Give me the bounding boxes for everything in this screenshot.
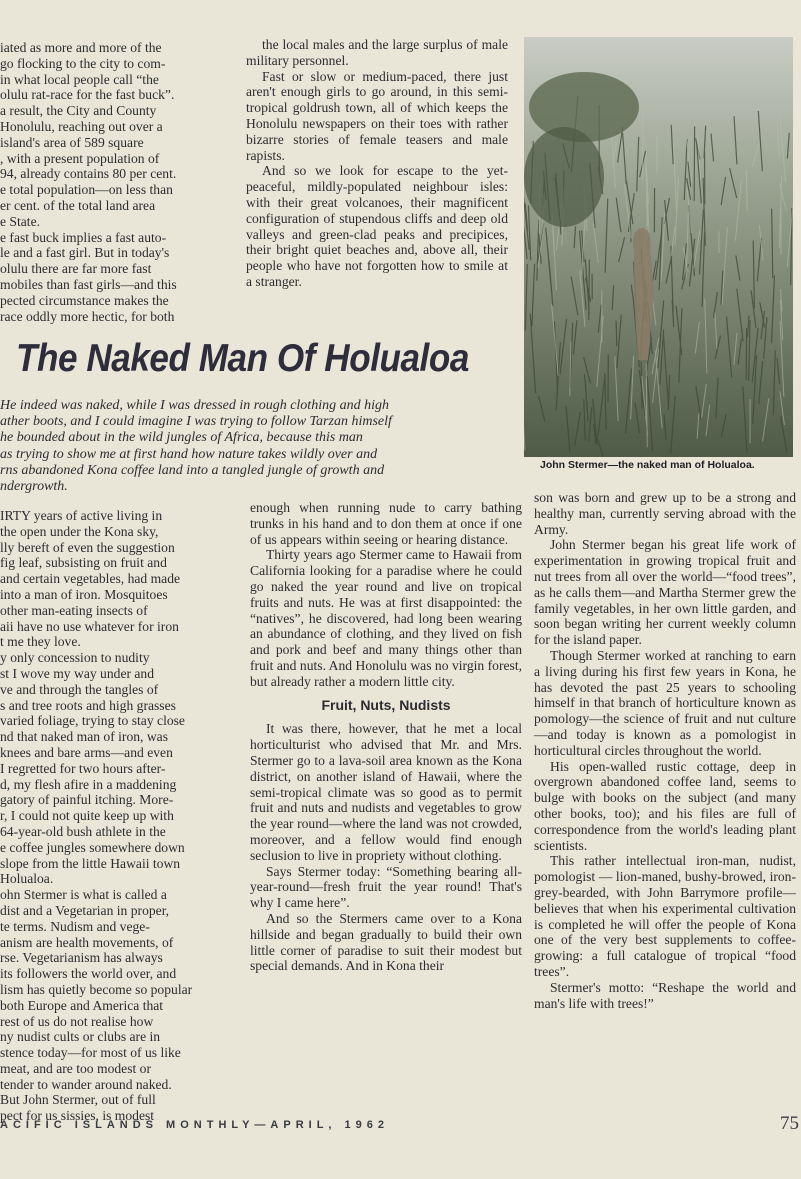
body-left-line: pect for us sissies, is modest [0, 1108, 155, 1124]
top-left-column [0, 40, 228, 324]
top-left-line: pected circumstance makes the [0, 292, 169, 308]
body-left-line: rse. Vegetarianism has always [0, 950, 163, 966]
body-mid-b-paragraph: It was there, however, that he met a local horticulturist who advised that Mr. and Mrs. Stermer go to a lava-soil area known as the Kona district, on another island of Hawaii, where the semi-tropical climate was so good as to permit fruit and nuts and nudists and vegetables to grow the year round—where the land was not crowded, moreover, and a fellow would find enough seclusion to live in propriety without clothing. [250, 721, 522, 863]
body-left-line: dist and a Vegetarian in proper, [0, 902, 170, 918]
body-left-line: other man-eating insects of [0, 602, 148, 618]
body-left-line: tender to wander around naked. [0, 1076, 172, 1092]
body-mid-a-paragraph: enough when running nude to carry bathing trunks in his hand and to don them at once if one of us appears within seeing or hearing distance. [250, 500, 522, 547]
body-left-line: e coffee jungles somewhere down [0, 839, 185, 855]
body-left-line: fig leaf, subsisting on fruit and [0, 555, 167, 571]
body-left-line: slope from the little Hawaii town [0, 855, 181, 871]
standfirst-line: as trying to show me at first hand how nature takes wildly over and [0, 446, 378, 462]
photo-john-stermer [524, 37, 793, 457]
body-left-line: anism are health movements, of [0, 934, 174, 950]
top-left-line: e fast buck implies a fast auto- [0, 229, 167, 245]
body-right-paragraph: son was born and grew up to be a strong and healthy man, currently serving abroad with the Army. [534, 490, 796, 537]
body-left-line: lism has quietly become so popular [0, 981, 193, 997]
body-right-paragraph: Though Stermer worked at ranching to earn a living during his first few years in Kona, he has devoted the past 25 years to schooling himself in that branch of horticulture known as pomology—the science of fruit and nut culture—and today is known as a pomologist in horticultural circles throughout the world. [534, 647, 796, 758]
body-middle-part-b [250, 721, 522, 974]
photo-image [524, 37, 793, 457]
top-mid-paragraph: Fast or slow or medium-paced, there just aren't enough girls to go around, in this semi-tropical goldrush town, all of which keeps the Honolulu newspapers on their toes with rather bizarre stories of female teasers and male rapists. [246, 68, 508, 163]
body-left-line: r, I could not quite keep up with [0, 808, 174, 824]
standfirst-line: ndergrowth. [0, 479, 68, 495]
body-left-line: and certain vegetables, had made [0, 571, 181, 587]
standfirst-line: rns abandoned Kona coffee land into a tangled jungle of growth and [0, 462, 385, 478]
top-left-line: in what local people call “the [0, 71, 159, 87]
body-left-line: lly bereft of even the suggestion [0, 539, 175, 555]
body-left-line: into a man of iron. Mosquitoes [0, 586, 168, 602]
article-headline: The Naked Man Of Holualoa [16, 337, 469, 380]
article-standfirst [0, 398, 505, 495]
body-right-column [534, 490, 796, 1011]
body-left-line: both Europe and America that [0, 997, 164, 1013]
standfirst-line: He indeed was naked, while I was dressed in rough clothing and high [0, 398, 389, 413]
top-left-line: e total population—on less than [0, 182, 173, 198]
top-mid-paragraph: the local males and the large surplus of male military personnel. [246, 37, 508, 68]
body-left-line: stence today—for most of us like [0, 1045, 181, 1061]
top-left-line: go flocking to the city to com- [0, 55, 166, 71]
body-mid-b-paragraph: Says Stermer today: “Something bearing all-year-round—fresh fruit the year round! That's why I came here”. [250, 863, 522, 911]
top-left-line: er cent. of the total land area [0, 197, 156, 213]
body-left-line: gatory of painful itching. More- [0, 792, 174, 808]
top-middle-column [246, 37, 508, 290]
standfirst-line: ather boots, and I could imagine I was trying to follow Tarzan himself [0, 414, 392, 430]
top-left-line: mobiles than fast girls—and this [0, 276, 177, 292]
top-left-line: a result, the City and County [0, 103, 157, 119]
body-left-line: varied foliage, trying to stay close [0, 713, 185, 729]
section-subhead: Fruit, Nuts, Nudists [321, 696, 451, 713]
top-left-line: e State. [0, 213, 41, 229]
body-left-line: I regretted for two hours after- [0, 760, 166, 776]
body-left-line: t me they love. [0, 634, 81, 650]
top-left-line: , with a present population of [0, 150, 160, 166]
body-left-line: rest of us do not realise how [0, 1013, 154, 1029]
page-number: 75 [780, 1113, 799, 1134]
body-left-line: knees and bare arms—and even [0, 744, 173, 760]
top-left-line: Honolulu, reaching out over a [0, 118, 163, 134]
running-head: ACIFIC ISLANDS MONTHLY—APRIL, 1962 [0, 1119, 390, 1131]
body-middle-part-a [250, 500, 522, 690]
top-left-line: olulu there are far more fast [0, 261, 152, 277]
body-left-line: 64-year-old bush athlete in the [0, 823, 166, 839]
body-mid-a-paragraph: Thirty years ago Stermer came to Hawaii from California looking for a paradise where he could go naked the year round and live on tropical fruits and nuts. He was at first disappointed: the “natives”, he discovered, had long been wearing an abundance of clothing, and they lived on fish and pork and beef and many things other than fruit and nuts. And Honolulu was no virgin forest, but already rather a modern little city. [250, 547, 522, 689]
body-left-line: s and tree roots and high grasses [0, 697, 176, 713]
standfirst-line: he bounded about in the wild jungles of Africa, because this man [0, 430, 363, 446]
body-right-paragraph: Stermer's motto: “Reshape the world and man's life with trees!” [534, 979, 796, 1011]
top-left-line: 94, already contains 80 per cent. [0, 166, 177, 182]
photo-caption: John Stermer—the naked man of Holualoa. [540, 459, 755, 471]
body-left-line: Holualoa. [0, 871, 54, 887]
body-left-line: te terms. Nudism and vege- [0, 918, 150, 934]
body-left-line: IRTY years of active living in [0, 508, 163, 523]
body-left-line: its followers the world over, and [0, 966, 177, 982]
body-left-line: nd that naked man of iron, was [0, 729, 168, 745]
body-left-line: y only concession to nudity [0, 650, 150, 666]
body-right-paragraph: John Stermer began his great life work of experimentation in growing tropical fruit and nut trees from all over the world—“food trees”, as he calls them—and Martha Stermer grew the family vegetables, in her own little garden, and soon began writing her current weekly column for the island paper. [534, 537, 796, 648]
body-left-line: ve and through the tangles of [0, 681, 159, 697]
body-left-line: But John Stermer, out of full [0, 1092, 156, 1108]
page-footer [0, 1115, 801, 1137]
body-left-line: ny nudist cults or clubs are in [0, 1029, 161, 1045]
body-left-line: st I wove my way under and [0, 665, 155, 681]
top-left-line: iated as more and more of the [0, 40, 162, 55]
top-left-line: race oddly more hectic, for both [0, 308, 175, 324]
body-left-line: ohn Stermer is what is called a [0, 887, 167, 903]
top-left-line: olulu rat-race for the fast buck”. [0, 87, 175, 103]
top-left-line: le and a fast girl. But in today's [0, 245, 170, 261]
body-left-column [0, 508, 232, 1124]
body-right-paragraph: His open-walled rustic cottage, deep in overgrown abandoned coffee land, seems to bulge with books on the subject (and many other books, too); and his files are full of correspondence from the world's leading plant scientists. [534, 758, 796, 853]
body-left-line: the open under the Kona sky, [0, 523, 159, 539]
top-mid-paragraph: And so we look for escape to the yet-peaceful, mildly-populated neighbour isles: with their great volcanoes, their magnificent configuration of stupendous cliffs and deep old valleys and green-clad peaks and precipices, their bright quiet beaches and, above all, their people who have not forgotten how to smile at a stranger. [246, 163, 508, 289]
body-right-paragraph: This rather intellectual iron-man, nudist, pomologist — lion-maned, bushy-browed, iron-grey-bearded, with John Barrymore profile— believes that when his experimental cultivation is completed he will offer the people of Kona one of the very best supplements to coffee-growing: a full catalogue of tropical “food trees”. [534, 853, 796, 979]
top-left-line: island's area of 589 square [0, 134, 144, 150]
body-mid-b-paragraph: And so the Stermers came over to a Kona hillside and began gradually to build their own little corner of paradise to suit their modest but special demands. And in Kona their [250, 910, 522, 974]
body-middle-column [250, 500, 522, 974]
body-left-line: meat, and are too modest or [0, 1060, 151, 1076]
body-left-line: aii have no use whatever for iron [0, 618, 179, 634]
body-left-line: d, my flesh afire in a maddening [0, 776, 177, 792]
